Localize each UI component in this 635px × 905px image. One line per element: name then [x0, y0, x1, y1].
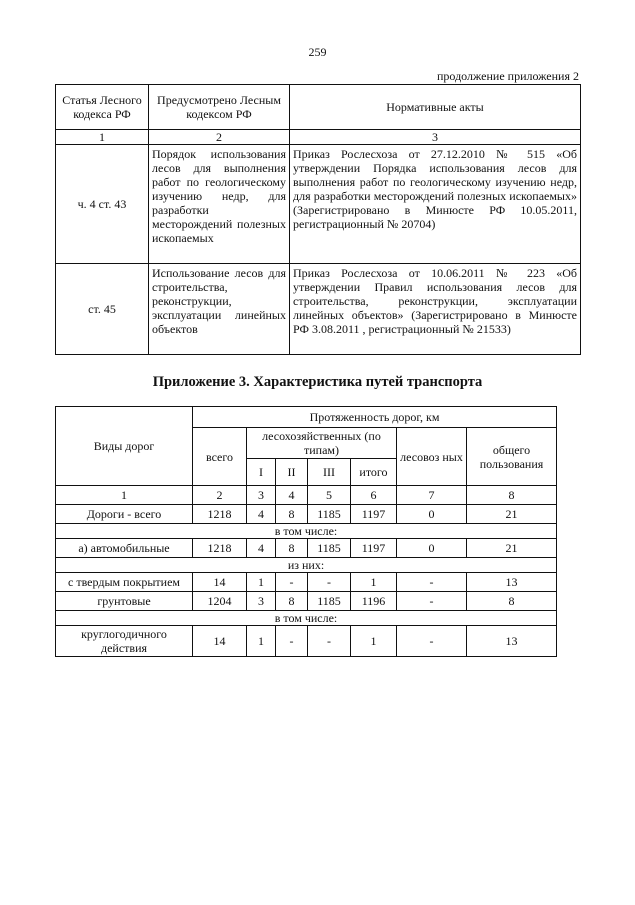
column-number: 3: [247, 486, 276, 505]
provision-cell: Порядок использования лесов для выполнения работ по геологическому изучению недр, для разработки месторождений полезных ископаемых: [149, 145, 290, 264]
header-acts: Нормативные акты: [290, 85, 581, 130]
value-cell: 1204: [193, 592, 247, 611]
value-cell: 0: [397, 505, 467, 524]
value-cell: 13: [467, 626, 557, 657]
value-cell: 1185: [308, 539, 351, 558]
road-type-cell: Дороги - всего: [56, 505, 193, 524]
value-cell: 8: [276, 539, 308, 558]
value-cell: 3: [247, 592, 276, 611]
table-row: [56, 573, 557, 592]
value-cell: 21: [467, 539, 557, 558]
value-cell: 1196: [351, 592, 397, 611]
appendix-title: Приложение 3. Характеристика путей транспорта: [152, 374, 483, 390]
road-type-cell: круглогодичного действия: [56, 626, 193, 657]
column-number: 6: [351, 486, 397, 505]
value-cell: -: [397, 626, 467, 657]
value-cell: 8: [467, 592, 557, 611]
header-road-types: Виды дорог: [56, 407, 193, 486]
section-row: [56, 524, 557, 539]
table-row: [56, 592, 557, 611]
value-cell: 1218: [193, 505, 247, 524]
page-number: 259: [308, 45, 327, 59]
value-cell: -: [276, 626, 308, 657]
value-cell: 1197: [351, 539, 397, 558]
value-cell: 1185: [308, 505, 351, 524]
table-row: [56, 145, 581, 264]
value-cell: -: [308, 573, 351, 592]
value-cell: 13: [467, 573, 557, 592]
table-row: [56, 626, 557, 657]
road-type-cell: с твердым покрытием: [56, 573, 193, 592]
header-type-total: итого: [351, 459, 397, 486]
column-number: 4: [276, 486, 308, 505]
value-cell: 1: [247, 626, 276, 657]
header-total: всего: [193, 428, 247, 486]
table-row: [56, 264, 581, 355]
legal-acts-table: [55, 84, 581, 355]
value-cell: -: [397, 592, 467, 611]
section-row: [56, 558, 557, 573]
column-number: 1: [56, 130, 149, 145]
header-public: общего пользования: [467, 428, 557, 486]
value-cell: -: [397, 573, 467, 592]
header-forestry-transport: лесовоз ных: [397, 428, 467, 486]
section-label: из них:: [56, 558, 557, 573]
section-label: в том числе:: [56, 524, 557, 539]
column-number: 8: [467, 486, 557, 505]
value-cell: -: [276, 573, 308, 592]
value-cell: 21: [467, 505, 557, 524]
value-cell: 4: [247, 505, 276, 524]
value-cell: 8: [276, 505, 308, 524]
road-type-cell: грунтовые: [56, 592, 193, 611]
value-cell: 1: [351, 573, 397, 592]
value-cell: 1197: [351, 505, 397, 524]
transport-roads-table: [55, 406, 557, 657]
header-forestry: лесохозяйственных (по типам): [247, 428, 397, 459]
value-cell: 4: [247, 539, 276, 558]
column-number: 2: [193, 486, 247, 505]
header-length: Протяженность дорог, км: [193, 407, 557, 428]
column-number: 2: [149, 130, 290, 145]
acts-cell: Приказ Рослесхоза от 27.12.2010 № 515 «Об утверждении Порядка использования лесов для выполнения работ по геологическому изучению недр, для разработки месторождений полезных ископаемых» (Зарегистрировано в Минюсте РФ 10.05.2011, регистрационный № 20704): [290, 145, 581, 264]
value-cell: 1: [247, 573, 276, 592]
header-type-3: III: [308, 459, 351, 486]
column-number: 5: [308, 486, 351, 505]
header-type-2: II: [276, 459, 308, 486]
value-cell: 8: [276, 592, 308, 611]
section-label: в том числе:: [56, 611, 557, 626]
header-type-1: I: [247, 459, 276, 486]
value-cell: 1185: [308, 592, 351, 611]
table-row: [56, 539, 557, 558]
acts-cell: Приказ Рослесхоза от 10.06.2011 № 223 «Об утверждении Правил использования лесов для строительства, реконструкции, эксплуатации линейных объектов» (Зарегистрировано в Минюсте РФ 3.08.2011 , регистрационный № 21533): [290, 264, 581, 355]
value-cell: -: [308, 626, 351, 657]
value-cell: 1: [351, 626, 397, 657]
road-type-cell: а) автомобильные: [56, 539, 193, 558]
value-cell: 14: [193, 573, 247, 592]
value-cell: 14: [193, 626, 247, 657]
table-row: [56, 505, 557, 524]
header-article: Статья Лесного кодекса РФ: [56, 85, 149, 130]
header-provision: Предусмотрено Лесным кодексом РФ: [149, 85, 290, 130]
section-row: [56, 611, 557, 626]
column-number: 7: [397, 486, 467, 505]
column-number: 1: [56, 486, 193, 505]
provision-cell: Использование лесов для строительства, реконструкции, эксплуатации линейных объектов: [149, 264, 290, 355]
article-cell: ч. 4 ст. 43: [56, 145, 149, 264]
column-number: 3: [290, 130, 581, 145]
article-cell: ст. 45: [56, 264, 149, 355]
continuation-label: продолжение приложения 2: [437, 69, 579, 83]
value-cell: 1218: [193, 539, 247, 558]
value-cell: 0: [397, 539, 467, 558]
